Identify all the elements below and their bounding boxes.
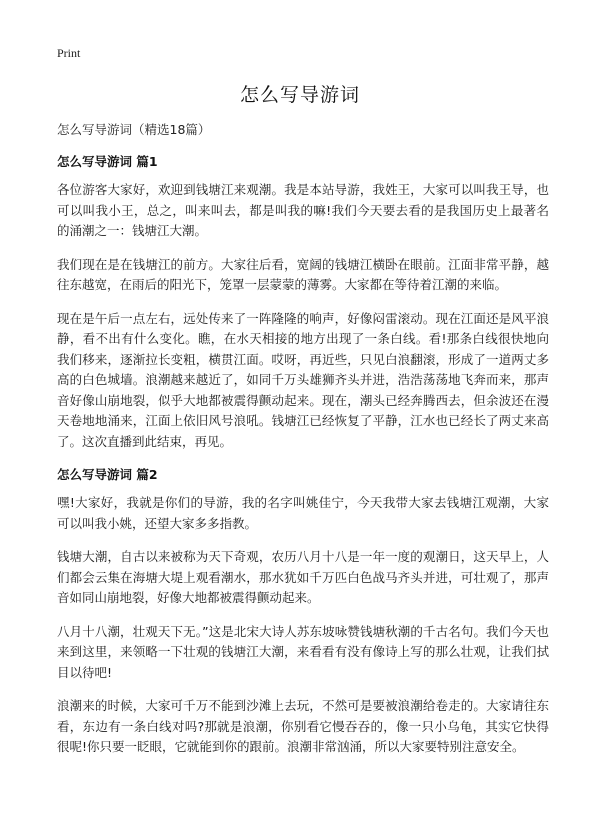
article-subtitle: 怎么写导游词（精选18篇） xyxy=(57,122,211,137)
paragraph: 我们现在是在钱塘江的前方。大家往后看，宽阔的钱塘江横卧在眼前。江面非常平静，越往东越宽，在雨后的阳光下，笼罩一层蒙蒙的薄雾。大家都在等待着江潮的来临。 xyxy=(57,256,549,292)
article-body xyxy=(57,120,549,771)
paragraph: 八月十八潮，壮观天下无。”这是北宋大诗人苏东坡咏赞钱塘秋潮的千古名句。我们今天也来到这里，来领略一下壮观的钱塘江大潮，来看看有没有像诗上写的那么壮观，让我们拭目以待吧! xyxy=(57,623,549,680)
paragraph: 嘿!大家好，我就是你们的导游，我的名字叫姚佳宁，今天我带大家去钱塘江观潮，大家可以叫我小姚，还望大家多多指教。 xyxy=(57,495,549,531)
section-1 xyxy=(57,152,549,452)
section-heading: 怎么写导游词 篇1 xyxy=(57,154,158,169)
paragraph: 各位游客大家好，欢迎到钱塘江来观潮。我是本站导游，我姓王，大家可以叫我王导，也可以叫我小王，总之，叫来叫去，都是叫我的嘛!我们今天要去看的是我国历史上最著名的涌潮之一：钱塘江大潮。 xyxy=(57,182,549,238)
page-title: 怎么写导游词 xyxy=(239,84,360,106)
section-2 xyxy=(57,465,549,758)
paragraph: 现在是午后一点左右，远处传来了一阵隆隆的响声，好像闷雷滚动。现在江面还是风平浪静，看不出有什么变化。瞧，在水天相接的地方出现了一条白线。看!那条白线很快地向我们移来，逐渐拉长变粗，横贯江面。哎呀，再近些，只见白浪翻滚，形成了一道两丈多高的白色城墙。浪潮越来越近了，如同千万头雄狮齐头并进，浩浩荡荡地飞奔而来，那声音好像山崩地裂，似乎大地都被震得颤动起来。现在，潮头已经奔腾西去，但余波还在漫天卷地地涌来，江面上依旧风号浪吼。钱塘江已经恢复了平静，江水也已经长了两丈来高了。这次直播到此结束，再见。 xyxy=(57,310,549,449)
paragraph: 钱塘大潮，自古以来被称为天下奇观，农历八月十八是一年一度的观潮日，这天早上，人们都会云集在海塘大堤上观看潮水，那水犹如千万匹白色战马齐头并进，可壮观了，那声音如同山崩地裂，好像大地都被震得颤动起来。 xyxy=(57,549,549,605)
print-link[interactable]: Print xyxy=(57,46,81,60)
paragraph: 浪潮来的时候，大家可千万不能到沙滩上去玩，不然可是要被浪潮给卷走的。大家请往东看，东边有一条白线对吗?那就是浪潮，你别看它慢吞吞的，像一只小乌龟，其实它快得很呢!你只要一眨眼，它就能到你的跟前。浪潮非常汹涌，所以大家要特别注意安全。 xyxy=(57,698,549,754)
section-heading: 怎么写导游词 篇2 xyxy=(57,467,158,482)
